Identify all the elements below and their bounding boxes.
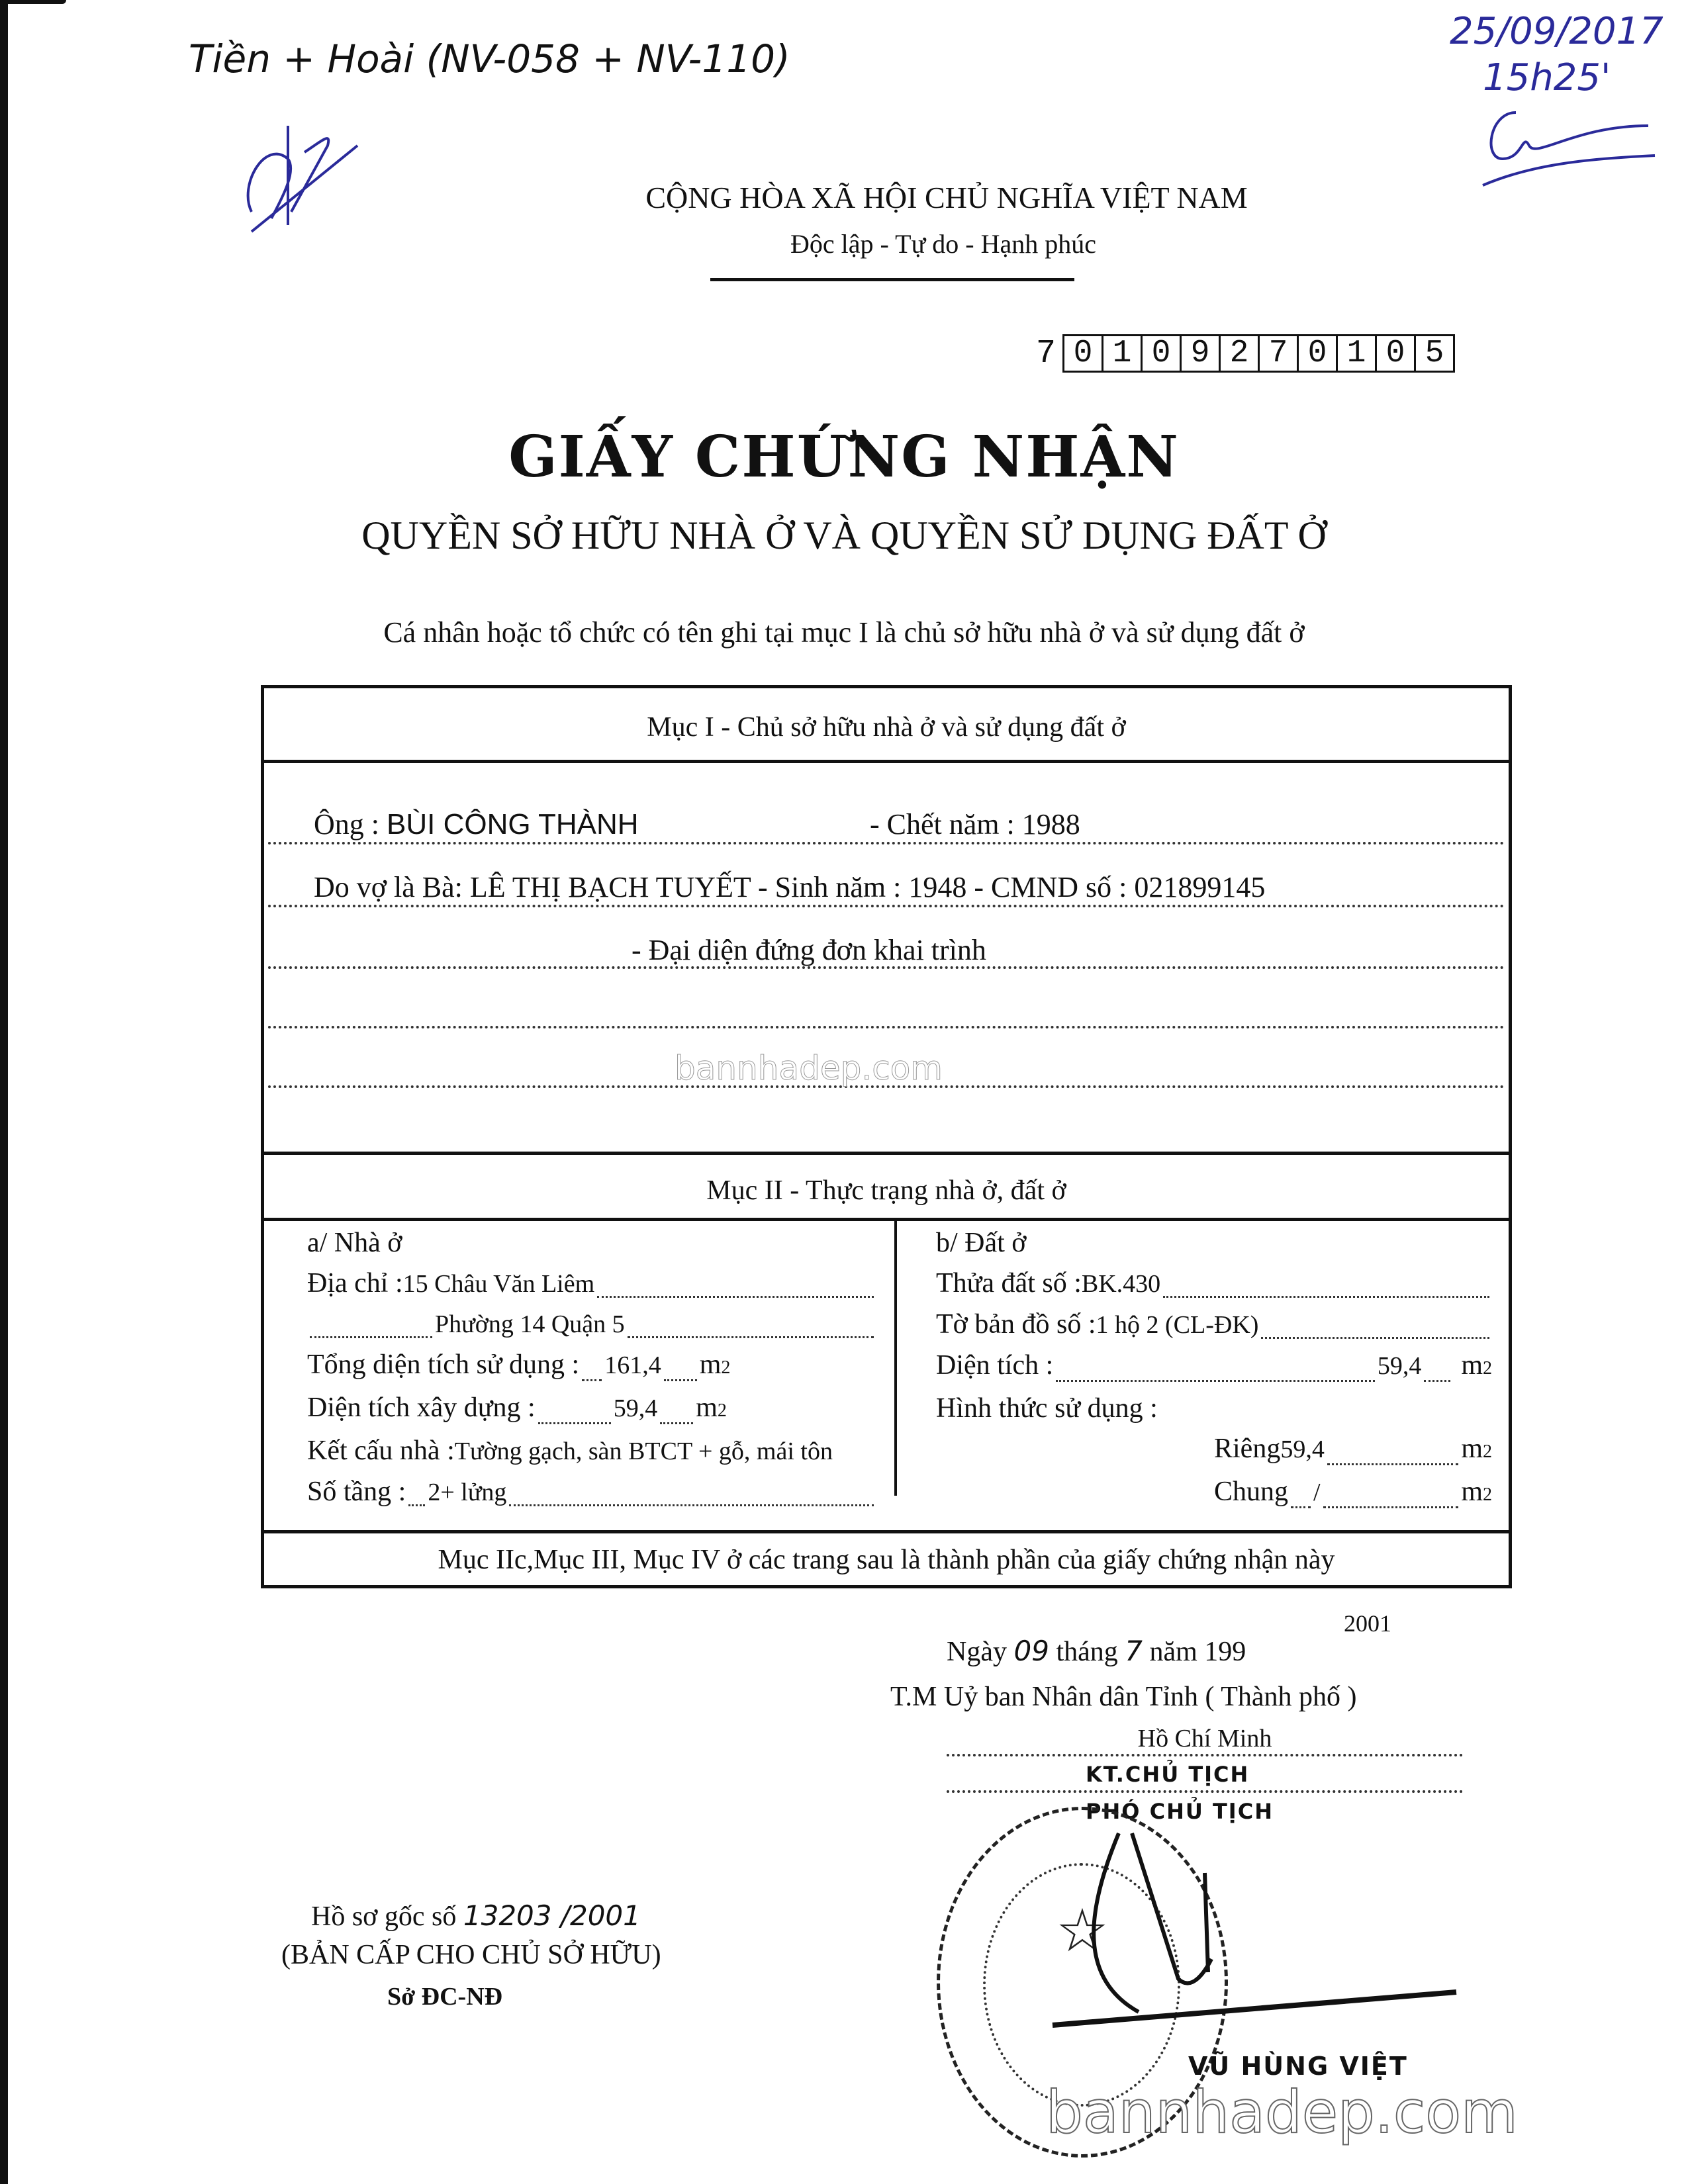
- house-structure-value: Tường gạch, sàn BTCT + gỗ, mái tôn: [454, 1437, 833, 1465]
- house-total-area-value: 161,4: [604, 1351, 661, 1379]
- certificate-title: GIẤY CHỨNG NHẬN: [508, 424, 1180, 490]
- official-signature-icon: [1046, 1813, 1509, 2065]
- divider: [264, 760, 1509, 763]
- copy-note: (BẢN CẤP CHO CHỦ SỞ HỮU): [281, 1940, 661, 1970]
- issue-date: [947, 1635, 1246, 1668]
- dotted-line: [268, 842, 1505, 844]
- department: Sở ĐC-NĐ: [387, 1983, 503, 2011]
- dotted-line: [947, 1754, 1463, 1756]
- land-map-row: [936, 1304, 1492, 1345]
- sign-role-2: PHÓ CHỦ TỊCH: [1086, 1799, 1274, 1824]
- land-plot-label: Thửa đất số :: [936, 1268, 1082, 1298]
- section2-body: [264, 1218, 1509, 1507]
- issue-month-label: tháng: [1049, 1637, 1125, 1667]
- land-plot-value: BK.430: [1081, 1270, 1161, 1298]
- house-build-area-label: Diện tích xây dựng :: [307, 1392, 536, 1423]
- record-label: Hồ sơ gốc số: [311, 1901, 463, 1932]
- land-heading: b/ Đất ở: [936, 1228, 1027, 1258]
- unit-exponent: 2: [717, 1400, 727, 1421]
- land-shared-value: /: [1313, 1479, 1321, 1506]
- dotted-line: [947, 1790, 1463, 1793]
- land-map-label: Tờ bản đồ số :: [936, 1309, 1096, 1340]
- house-address-row: [307, 1263, 876, 1304]
- dotted-fill: [660, 1422, 693, 1424]
- unit-exponent: 2: [1483, 1441, 1492, 1462]
- record-number: 13203 /2001: [463, 1899, 641, 1932]
- watermark-center: bannhadep.com: [675, 1049, 943, 1087]
- owner-line-3: - Đại diện đứng đơn khai trình: [632, 934, 986, 966]
- house-heading: a/ Nhà ở: [307, 1228, 402, 1258]
- house-floors-label: Số tầng :: [307, 1477, 406, 1507]
- unit: m: [696, 1392, 718, 1423]
- certificate-subtitle: QUYỀN SỞ HỮU NHÀ Ở VÀ QUYỀN SỬ DỤNG ĐẤT Ở: [361, 514, 1327, 557]
- divider: [264, 1530, 1509, 1533]
- land-private-row: [936, 1429, 1492, 1472]
- unit: m: [1461, 1477, 1483, 1507]
- unit: m: [1461, 1350, 1483, 1381]
- motto-underline: [710, 278, 1074, 281]
- owner-label: Ông :: [314, 808, 387, 841]
- dotted-fill: [1163, 1296, 1489, 1298]
- owner-death-year: - Chết năm : 1988: [870, 808, 1080, 841]
- handwritten-date: 25/09/2017: [1450, 10, 1664, 53]
- dotted-line: [268, 1026, 1505, 1028]
- house-column: [307, 1223, 876, 1513]
- land-area-row: [936, 1345, 1492, 1388]
- land-private-value: 59,4: [1280, 1435, 1325, 1463]
- issue-day: 09: [1013, 1635, 1049, 1667]
- serial-digit: 5: [1425, 336, 1444, 371]
- house-floors-value: 2+ lửng: [428, 1479, 507, 1506]
- land-column: [936, 1223, 1492, 1515]
- land-plot-row: [936, 1263, 1492, 1304]
- unit-exponent: 2: [1483, 1484, 1492, 1505]
- scan-edge-top: [0, 0, 66, 4]
- dotted-fill: [310, 1336, 432, 1338]
- owner-name: BÙI CÔNG THÀNH: [387, 808, 639, 841]
- dotted-line: [268, 905, 1505, 907]
- star-icon: ☆: [1055, 1899, 1109, 1964]
- serial-digit: 7: [1260, 336, 1299, 371]
- certificate-table: [261, 685, 1512, 1588]
- national-title: CỘNG HÒA XÃ HỘI CHỦ NGHĨA VIỆT NAM: [645, 181, 1248, 214]
- issue-month: 7: [1125, 1635, 1143, 1667]
- column-divider: [894, 1218, 897, 1496]
- house-address-line1: 15 Châu Văn Liêm: [402, 1270, 595, 1298]
- house-address-row-2: [307, 1304, 876, 1345]
- land-shared-row: [936, 1472, 1492, 1515]
- land-area-value: 59,4: [1377, 1352, 1422, 1380]
- issue-year-label: năm 199: [1142, 1637, 1246, 1667]
- owner-line-2: Do vợ là Bà: LÊ THỊ BẠCH TUYẾT - Sinh năm : 1948 - CMND số : 021899145: [314, 871, 1266, 903]
- section1-heading: Mục I - Chủ sở hữu nhà ở và sử dụng đất ở: [647, 712, 1126, 743]
- dotted-fill: [597, 1296, 874, 1298]
- record-number-line: [311, 1899, 641, 1933]
- dotted-fill: [1261, 1337, 1489, 1339]
- house-total-area-label: Tổng diện tích sử dụng :: [307, 1349, 580, 1380]
- house-total-area-row: [307, 1345, 876, 1388]
- house-build-area-row: [307, 1388, 876, 1431]
- serial-digit: 1: [1103, 336, 1143, 371]
- land-shared-label: Chung: [1214, 1477, 1289, 1507]
- dotted-fill: [628, 1336, 874, 1338]
- dotted-fill: [1424, 1380, 1450, 1382]
- serial-digit: 9: [1182, 336, 1221, 371]
- divider: [264, 1152, 1509, 1155]
- serial-lead-digit: 7: [1036, 334, 1056, 373]
- dotted-fill: [408, 1504, 425, 1506]
- house-floors-row: [307, 1472, 876, 1513]
- dotted-line: [268, 966, 1505, 969]
- dotted-fill: [582, 1379, 602, 1381]
- unit-exponent: 2: [1483, 1358, 1492, 1379]
- land-private-label: Riêng: [1214, 1433, 1281, 1464]
- serial-digit: 1: [1338, 336, 1377, 371]
- land-usage-label: Hình thức sử dụng :: [936, 1393, 1158, 1424]
- dotted-fill: [1291, 1506, 1311, 1508]
- dotted-fill: [538, 1422, 611, 1424]
- footer-note: Mục IIc,Mục III, Mục IV ở các trang sau là thành phần của giấy chứng nhận này: [438, 1545, 1335, 1575]
- handwritten-signature-icon: [1476, 106, 1662, 192]
- serial-digit: 0: [1143, 336, 1182, 371]
- unit-exponent: 2: [721, 1357, 731, 1378]
- national-motto: Độc lập - Tự do - Hạnh phúc: [790, 229, 1096, 259]
- unit: m: [699, 1349, 722, 1380]
- serial-digit: 2: [1221, 336, 1260, 371]
- signer-name: VŨ HÙNG VIỆT: [1188, 2052, 1408, 2081]
- serial-number: [1036, 334, 1455, 373]
- handwritten-initial-icon: [225, 119, 397, 238]
- handwritten-time: 15h25': [1483, 56, 1611, 99]
- serial-digit: 0: [1064, 336, 1103, 371]
- section2-heading: Mục II - Thực trạng nhà ở, đất ở: [706, 1175, 1066, 1206]
- house-structure-label: Kết cấu nhà :: [307, 1435, 455, 1466]
- land-map-value: 1 hộ 2 (CL-ĐK): [1096, 1311, 1259, 1339]
- sign-role-1: KT.CHỦ TỊCH: [1086, 1762, 1250, 1787]
- issuing-authority: T.M Uỷ ban Nhân dân Tỉnh ( Thành phố ): [890, 1682, 1357, 1712]
- house-address-label: Địa chỉ :: [307, 1268, 403, 1298]
- dotted-fill: [1056, 1380, 1375, 1382]
- issue-date-prefix: Ngày: [947, 1637, 1014, 1667]
- watermark-bottom: bannhadep.com: [1046, 2078, 1518, 2146]
- owner-line-1: [314, 807, 639, 841]
- issuing-city: Hồ Chí Minh: [1137, 1725, 1272, 1752]
- land-area-label: Diện tích :: [936, 1350, 1054, 1381]
- dotted-fill: [664, 1379, 697, 1381]
- house-structure-row: [307, 1431, 876, 1472]
- handwritten-note: Tiền + Hoài (NV-058 + NV-110): [189, 36, 790, 81]
- dotted-fill: [1327, 1463, 1459, 1465]
- dotted-fill: [1323, 1506, 1459, 1508]
- house-address-line2: Phường 14 Quận 5: [435, 1310, 625, 1338]
- house-build-area-value: 59,4: [613, 1394, 658, 1422]
- unit: m: [1461, 1433, 1483, 1464]
- scan-edge: [0, 0, 8, 2184]
- dotted-fill: [509, 1504, 874, 1506]
- certificate-intro: Cá nhân hoặc tổ chức có tên ghi tại mục I là chủ sở hữu nhà ở và sử dụng đất ở: [383, 616, 1305, 649]
- issue-year-overwrite: 2001: [1344, 1610, 1391, 1637]
- serial-digit: 0: [1299, 336, 1338, 371]
- serial-digit: 0: [1377, 336, 1416, 371]
